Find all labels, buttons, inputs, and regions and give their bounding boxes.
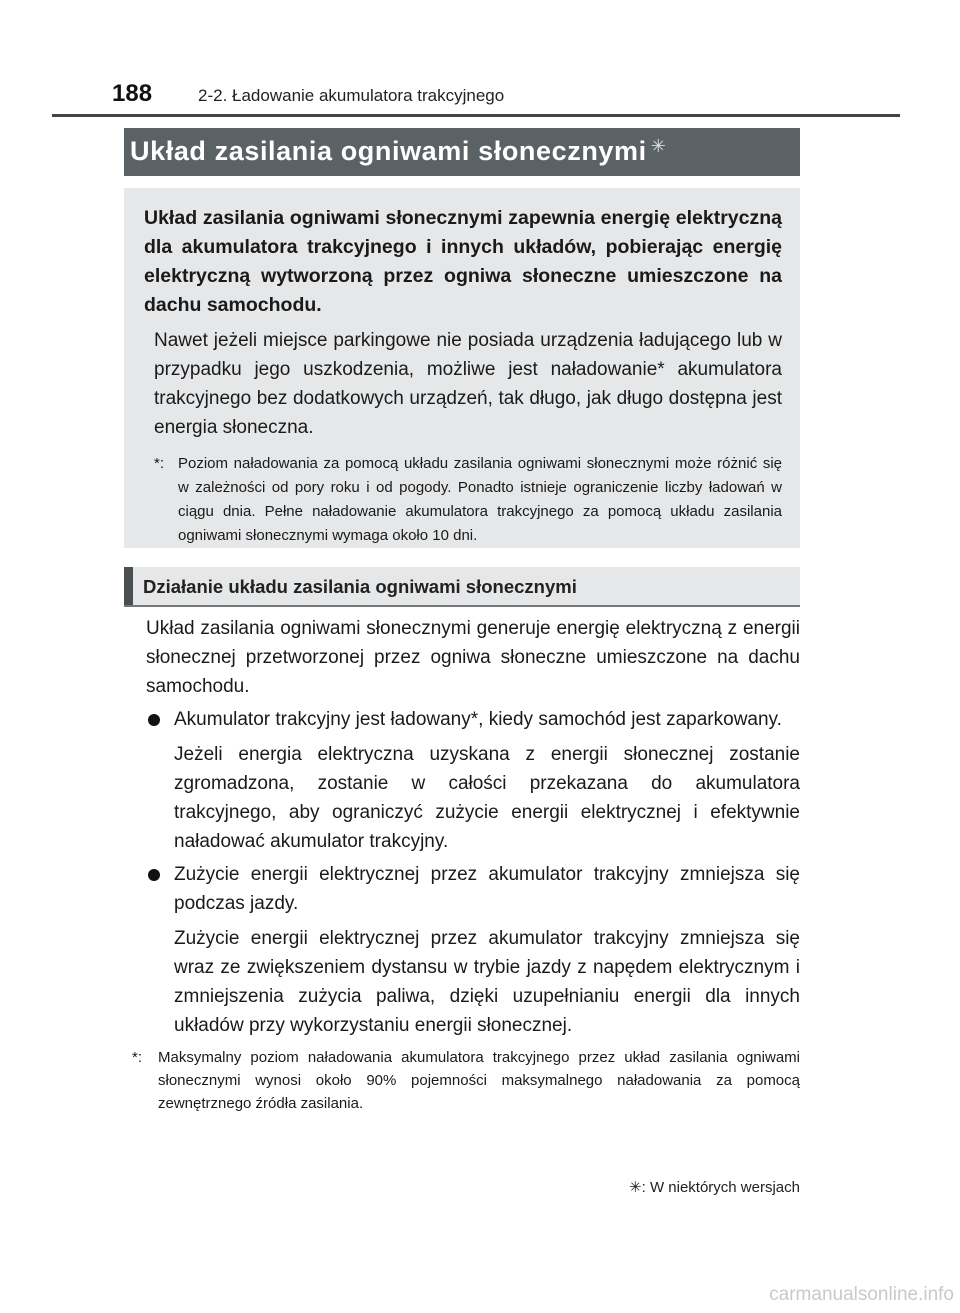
bullet-dot-icon (148, 869, 160, 881)
bullet-detail: Zużycie energii elektrycznej przez akumulator trakcyjny zmniejsza się wraz ze zwiększeniem dystansu w trybie jazdy z napędem elektrycznym i zmniejszenia zużycia paliwa, dzięki uzupełnianiu energii dla innych układów przy wykorzystaniu energii słonecznej. (174, 928, 800, 1036)
summary-body: Nawet jeżeli miejsce parkingowe nie posiada urządzenia ładującego lub w przypadku jego uszkodzenia, możliwe jest naładowanie* akumulatora trakcyjnego bez dodatkowych urządzeń, tak długo, jak długo dostępna jest energia słoneczna. (154, 330, 782, 438)
footnote-marker: *: (132, 1049, 143, 1066)
subsection-content (132, 614, 800, 1115)
note-marker: *: (154, 455, 165, 472)
bullet-dot-icon (148, 714, 160, 726)
subsection-rule (124, 605, 800, 607)
bullet-text: Akumulator trakcyjny jest ładowany*, kiedy samochód jest zaparkowany. (174, 709, 782, 730)
header-rule (52, 114, 900, 117)
version-mark-icon: ✳ (650, 136, 667, 156)
bullet-detail: Jeżeli energia elektryczna uzyskana z energii słonecznej zostanie zgromadzona, zostanie w całości przekazana do akumulatora trakcyjnego, aby ograniczyć zużycie energii elektrycznej i efektywnie naładować akumulator trakcyjny. (174, 744, 800, 852)
list-item (146, 705, 800, 734)
page-number: 188 (112, 80, 153, 107)
page-title-bar (124, 128, 800, 176)
list-item (146, 860, 800, 918)
intro-paragraph: Układ zasilania ogniwami słonecznymi generuje energię elektryczną z energii słonecznej przetworzonej przez ogniwa słoneczne umieszczone na dachu samochodu. (146, 618, 800, 697)
page-title: Układ zasilania ogniwami słonecznymi (130, 136, 647, 166)
bullet-text: Zużycie energii elektrycznej przez akumulator trakcyjny zmniejsza się podczas jazdy. (174, 864, 800, 914)
section-reference: 2-2. Ładowanie akumulatora trakcyjnego (198, 86, 505, 105)
footnote (132, 1046, 800, 1115)
watermark: carmanualsonline.info (769, 1284, 954, 1305)
version-note: ✳: W niektórych wersjach (629, 1179, 800, 1196)
subsection-title-bar (124, 567, 800, 605)
summary-note (154, 452, 782, 548)
note-text: Poziom naładowania za pomocą układu zasilania ogniwami słonecznymi może różnić się w zależności od pory roku i od pogody. Ponadto istnieje ograniczenie liczby ładowań w ciągu dnia. Pełne naładowanie akumulatora trakcyjnego za pomocą układu zasilania ogniwami słonecznymi wymaga około 10 dni. (178, 455, 782, 544)
summary-box (124, 188, 800, 548)
subsection-title: Działanie układu zasilania ogniwami słonecznymi (143, 576, 577, 597)
footnote-text: Maksymalny poziom naładowania akumulatora trakcyjnego przez układ zasilania ogniwami słonecznymi wynosi około 90% pojemności maksymalnego naładowania za pomocą zewnętrznego źródła zasilania. (158, 1049, 800, 1112)
summary-lead: Układ zasilania ogniwami słonecznymi zapewnia energię elektryczną dla akumulatora trakcyjnego i innych układów, pobierając energię elektryczną wytworzoną przez ogniwa słoneczne umieszczone na dachu samochodu. (144, 207, 782, 316)
